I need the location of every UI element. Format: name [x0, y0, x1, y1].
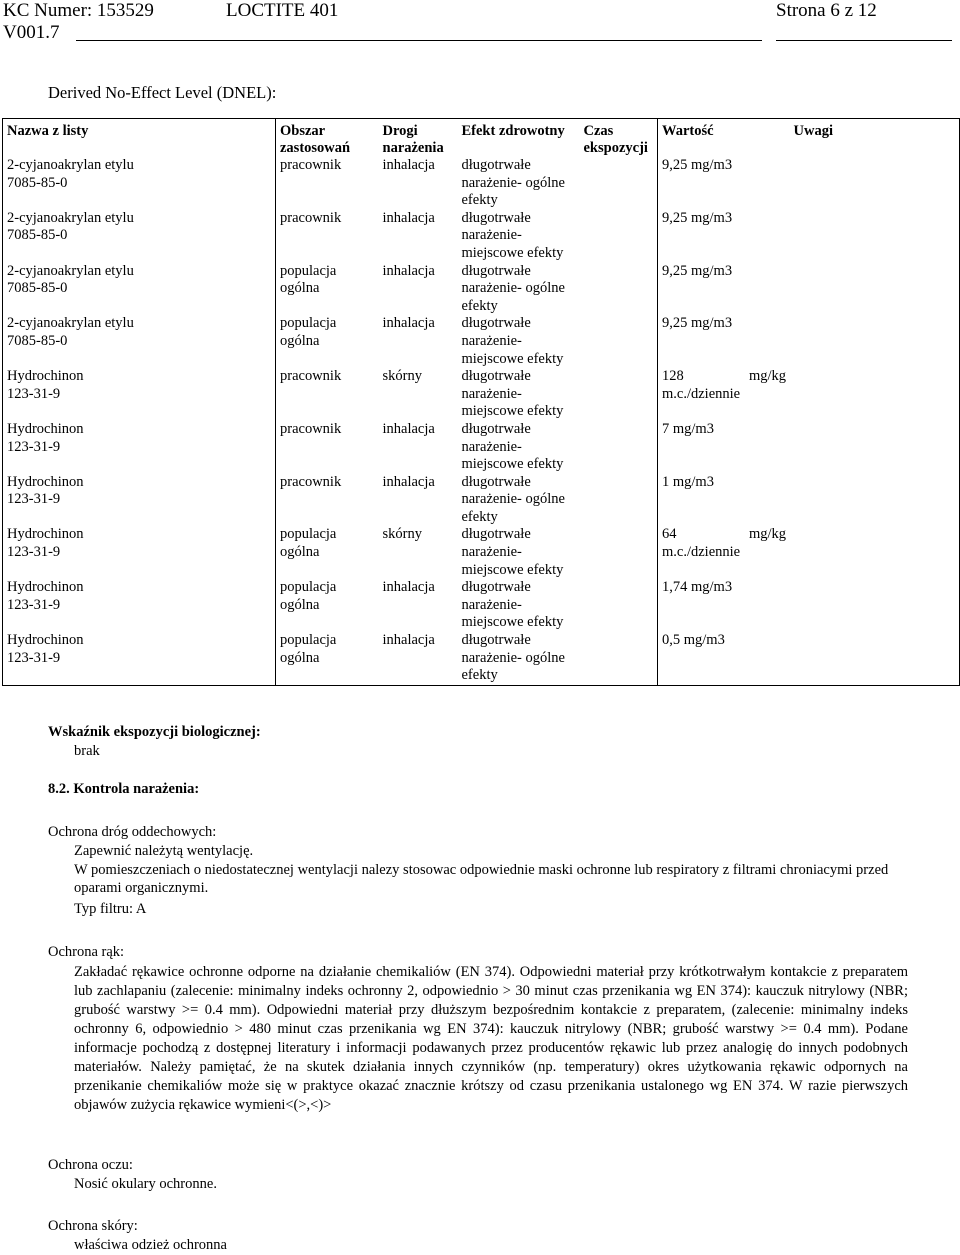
- cell-value-text: 1 mg/m3: [662, 473, 714, 490]
- cell-name-text: Hydrochinon 123-31-9: [7, 526, 84, 561]
- cell-effect: [458, 474, 580, 527]
- cell-area-text: pracownik: [280, 157, 342, 173]
- cell-area-text: populacja ogólna: [280, 526, 337, 561]
- cell-area: [276, 421, 379, 474]
- cell-effect-text: długotrwałe narażenie- ogólne efekty: [461, 157, 565, 209]
- col-header-value: Wartość: [658, 119, 790, 158]
- cell-route-text: skórny: [382, 526, 422, 543]
- cell-effect-text: długotrwałe narażenie- ogólne efekty: [461, 473, 565, 525]
- cell-value: [658, 263, 790, 316]
- cell-name-text: Hydrochinon 123-31-9: [7, 473, 84, 508]
- header-rule-right: [776, 40, 952, 41]
- cell-area-text: pracownik: [280, 420, 342, 437]
- cell-area: [276, 315, 379, 368]
- cell-notes: [790, 526, 960, 579]
- cell-value: [658, 368, 790, 421]
- cell-area-text: populacja ogólna: [280, 315, 337, 349]
- cell-route: [379, 632, 458, 685]
- cell-notes: [790, 421, 960, 474]
- cell-effect: [458, 210, 580, 263]
- cell-area-text: populacja ogólna: [280, 579, 337, 613]
- cell-notes: [790, 157, 960, 210]
- value-unit: mg/kg: [748, 526, 786, 543]
- table-row: [3, 210, 960, 263]
- cell-effect: [458, 368, 580, 421]
- kc-number: KC Numer: 153529: [3, 0, 154, 21]
- value-unit-suffix: m.c./dziennie: [662, 544, 741, 561]
- cell-value: [658, 421, 790, 474]
- page-number: Strona 6 z 12: [776, 0, 877, 21]
- cell-notes: [790, 368, 960, 421]
- cell-area-text: pracownik: [280, 368, 342, 385]
- respiratory-paragraph: W pomieszczeniach o niedostatecznej wentylacji nalezy stosowac odpowiednie maski ochronne lub respiratory z filtrami chroniacymi przed oparami organicznymi.: [74, 862, 889, 896]
- cell-effect: [458, 263, 580, 316]
- table-row: [3, 579, 960, 632]
- cell-notes: [790, 210, 960, 263]
- cell-effect-text: długotrwałe narażenie- ogólne efekty: [461, 632, 565, 684]
- table-row: [3, 368, 960, 421]
- cell-value-text: 0,5 mg/m3: [662, 632, 725, 649]
- table-row: [3, 474, 960, 527]
- cell-route-text: inhalacja: [382, 157, 435, 173]
- version: V001.7: [3, 22, 60, 43]
- cell-name-text: 2-cyjanoakrylan etylu 7085-85-0: [7, 315, 134, 349]
- cell-name: [3, 368, 276, 421]
- cell-route-text: inhalacja: [382, 315, 435, 332]
- eyes-label: Ochrona oczu:: [48, 1157, 133, 1173]
- cell-notes: [790, 474, 960, 527]
- cell-value-text: 9,25 mg/m3: [662, 157, 733, 173]
- cell-area: [276, 474, 379, 527]
- cell-time: [580, 421, 658, 474]
- cell-value: [658, 474, 790, 527]
- hands-label: Ochrona rąk:: [48, 944, 125, 960]
- skin-value: właściwa odzież ochronna: [74, 1237, 227, 1253]
- table-row: [3, 263, 960, 316]
- cell-route: [379, 368, 458, 421]
- cell-area-text: populacja ogólna: [280, 632, 337, 666]
- cell-name: [3, 579, 276, 632]
- table-row: [3, 526, 960, 579]
- cell-effect: [458, 632, 580, 685]
- value-unit: mg/kg: [748, 368, 786, 385]
- cell-route-text: inhalacja: [382, 473, 435, 490]
- col-header-area: Obszar zastosowań: [276, 119, 379, 158]
- value-number: 64: [662, 526, 677, 543]
- table-row: [3, 157, 960, 210]
- cell-time: [580, 315, 658, 368]
- cell-notes: [790, 263, 960, 316]
- cell-name: [3, 632, 276, 685]
- value-unit-suffix: m.c./dziennie: [662, 385, 741, 402]
- cell-effect: [458, 579, 580, 632]
- cell-effect: [458, 157, 580, 210]
- cell-time: [580, 263, 658, 316]
- cell-name: [3, 210, 276, 263]
- cell-area-text: pracownik: [280, 473, 342, 490]
- cell-name: [3, 315, 276, 368]
- cell-value-text: 1,74 mg/m3: [662, 579, 733, 596]
- cell-value: [658, 157, 790, 210]
- cell-name: [3, 526, 276, 579]
- col-header-time: Czas ekspozycji: [583, 123, 648, 156]
- cell-time: [580, 157, 658, 210]
- cell-area: [276, 157, 379, 210]
- cell-name-text: 2-cyjanoakrylan etylu 7085-85-0: [7, 262, 134, 297]
- cell-value-text: 9,25 mg/m3: [662, 262, 733, 279]
- dnel-table: [2, 118, 960, 686]
- skin-label: Ochrona skóry:: [48, 1218, 138, 1234]
- cell-name-text: Hydrochinon 123-31-9: [7, 368, 84, 402]
- cell-route: [379, 210, 458, 263]
- cell-name-text: Hydrochinon 123-31-9: [7, 420, 84, 455]
- cell-notes: [790, 315, 960, 368]
- cell-time: [580, 579, 658, 632]
- cell-area: [276, 579, 379, 632]
- cell-notes: [790, 579, 960, 632]
- cell-effect-text: długotrwałe narażenie- ogólne efekty: [461, 262, 565, 314]
- cell-value-text: 7 mg/m3: [662, 420, 714, 437]
- cell-effect-text: długotrwałe narażenie- miejscowe efekty: [461, 526, 564, 578]
- col-header-name: Nazwa z listy: [7, 123, 89, 139]
- cell-effect: [458, 315, 580, 368]
- cell-name-text: 2-cyjanoakrylan etylu 7085-85-0: [7, 209, 134, 244]
- cell-route-text: inhalacja: [382, 262, 435, 279]
- hands-paragraph: Zakładać rękawice ochronne odporne na działanie chemikaliów (EN 374). Odpowiedni materiał przy krótkotrwałym kontakcie z preparatem lub zachlapaniu (zalecenie: minimalny indeks ochronny 2, odpowiednio > 30 minut czas przenikania wg EN 374): kauczuk nitrylowy (NBR; grubość warstwy >= 0.4 mm). Odpowiedni materiał przy dłuższym bezpośrednim kontakcie z preparatem, (zalecenie: minimalny indeks ochronny 6, odpowiednio > 480 minut czas przenikania wg EN 374): kauczuk nitrylowy (NBR; grubość warstwy >= 0.4 mm). Podane informacje pochodzą z dostępnej literatury i informacji podawanych przez producentów rękawic lub przez analogię do innych podobnych materiałów. Należy pamiętać, że na skutek działania innych czynników (np. temperatury) okres użytkowania rękawic odpornych na przenikanie chemikaliów może się w praktyce okazać znacznie krótszy od czasu przenikania ustalonego wg EN 374. W razie pierwszych objawów zużycia rękawice wymieni<(>,<)>: [74, 964, 908, 1113]
- cell-effect-text: długotrwałe narażenie- miejscowe efekty: [461, 209, 564, 261]
- respiratory-line1: Zapewnić należytą wentylację.: [74, 843, 254, 859]
- cell-area: [276, 526, 379, 579]
- table-row: [3, 421, 960, 474]
- cell-route-text: inhalacja: [382, 632, 435, 649]
- cell-time: [580, 632, 658, 685]
- control-title: 8.2. Kontrola narażenia:: [48, 781, 200, 797]
- cell-name-text: Hydrochinon 123-31-9: [7, 632, 84, 666]
- eyes-value: Nosić okulary ochronne.: [74, 1176, 217, 1192]
- cell-area: [276, 368, 379, 421]
- cell-effect-text: długotrwałe narażenie- miejscowe efekty: [461, 579, 564, 631]
- cell-effect-text: długotrwałe narażenie- miejscowe efekty: [461, 420, 564, 473]
- cell-value: [658, 315, 790, 368]
- cell-name: [3, 421, 276, 474]
- cell-name-text: 2-cyjanoakrylan etylu 7085-85-0: [7, 157, 134, 191]
- cell-time: [580, 526, 658, 579]
- cell-area-text: pracownik: [280, 209, 342, 226]
- cell-route: [379, 157, 458, 210]
- cell-time: [580, 368, 658, 421]
- cell-time: [580, 474, 658, 527]
- respiratory-label: Ochrona dróg oddechowych:: [48, 824, 217, 840]
- header-rule-left: [76, 40, 256, 41]
- cell-time: [580, 210, 658, 263]
- cell-notes: [790, 632, 960, 685]
- table-row: [3, 632, 960, 685]
- cell-route: [379, 474, 458, 527]
- cell-value: [658, 210, 790, 263]
- header-rule-mid: [256, 40, 762, 41]
- bio-value: brak: [74, 743, 100, 759]
- cell-effect: [458, 421, 580, 474]
- col-header-effect: Efekt zdrowotny: [461, 123, 565, 139]
- product-name: LOCTITE 401: [226, 0, 339, 21]
- cell-route: [379, 421, 458, 474]
- cell-name-text: Hydrochinon 123-31-9: [7, 579, 84, 613]
- cell-route-text: skórny: [382, 368, 422, 385]
- col-header-notes: Uwagi: [793, 123, 833, 139]
- cell-value: [658, 526, 790, 579]
- cell-effect-text: długotrwałe narażenie- miejscowe efekty: [461, 315, 564, 367]
- col-header-route: Drogi narażenia: [382, 123, 444, 156]
- cell-area: [276, 632, 379, 685]
- cell-route: [379, 526, 458, 579]
- bio-label: Wskaźnik ekspozycji biologicznej:: [48, 724, 261, 740]
- filter-type: Typ filtru: A: [74, 901, 147, 917]
- cell-route-text: inhalacja: [382, 420, 435, 437]
- cell-value: [658, 579, 790, 632]
- cell-route-text: inhalacja: [382, 579, 435, 596]
- cell-effect-text: długotrwałe narażenie- miejscowe efekty: [461, 368, 564, 420]
- cell-name: [3, 263, 276, 316]
- cell-route-text: inhalacja: [382, 209, 435, 226]
- cell-name: [3, 157, 276, 210]
- dnel-title: Derived No-Effect Level (DNEL):: [48, 83, 277, 102]
- cell-effect: [458, 526, 580, 579]
- cell-value-text: 9,25 mg/m3: [662, 209, 733, 226]
- table-header-row: [3, 119, 960, 158]
- value-number: 128: [662, 368, 684, 385]
- cell-value-text: 9,25 mg/m3: [662, 315, 733, 332]
- cell-area-text: populacja ogólna: [280, 262, 337, 297]
- cell-route: [379, 579, 458, 632]
- cell-route: [379, 263, 458, 316]
- cell-value: [658, 632, 790, 685]
- cell-name: [3, 474, 276, 527]
- cell-area: [276, 263, 379, 316]
- table-row: [3, 315, 960, 368]
- cell-area: [276, 210, 379, 263]
- cell-route: [379, 315, 458, 368]
